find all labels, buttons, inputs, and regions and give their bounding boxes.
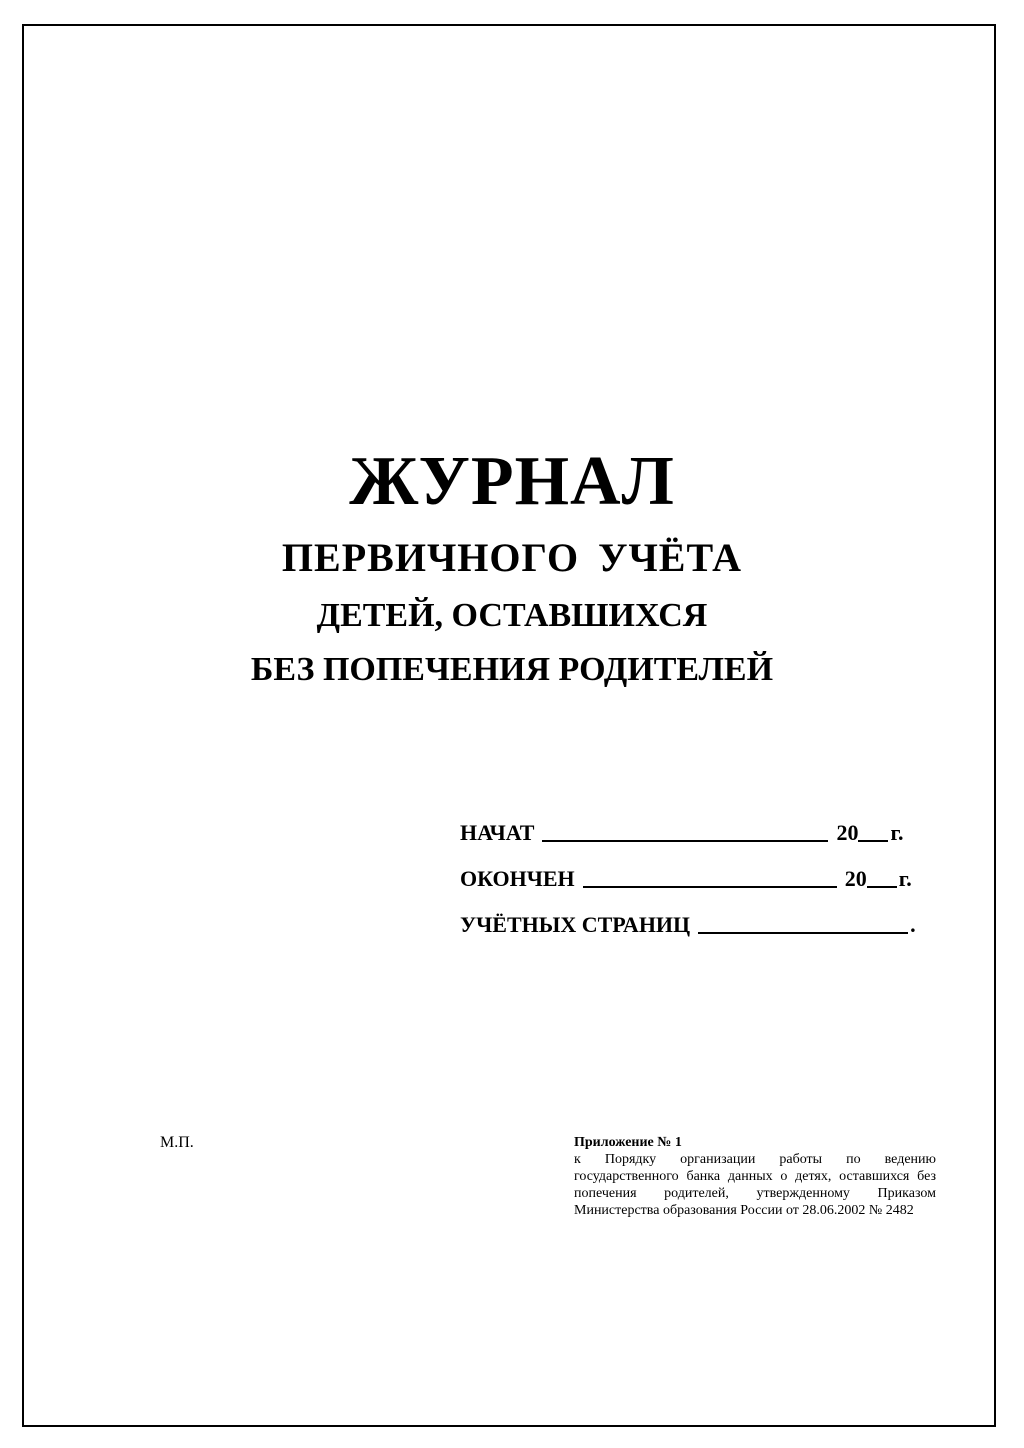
journal-title: ЖУРНАЛ [349, 443, 675, 520]
pages-suffix: . [910, 912, 916, 937]
ended-date-blank[interactable] [583, 864, 837, 888]
ended-year-suffix: г. [898, 866, 912, 891]
pages-count-blank[interactable] [698, 910, 908, 934]
pages-field [460, 892, 940, 938]
journal-fields [460, 800, 940, 938]
ended-year-blank[interactable] [867, 864, 897, 888]
started-label: НАЧАТ [460, 820, 535, 845]
appendix-title: Приложение № 1 [574, 1135, 682, 1150]
appendix-text: к Порядку организации работы по ведению государственного банка данных о детях, оставшихся без попечения родителей, утвержденному Приказом Министерства образования России от 28.06.2002 № 2482 [574, 1152, 936, 1218]
started-year-blank[interactable] [858, 818, 888, 842]
ended-field [460, 846, 940, 892]
stamp-place-label: М.П. [160, 1134, 194, 1151]
journal-subtitle-without-parental-care: БЕЗ ПОПЕЧЕНИЯ РОДИТЕЛЕЙ [250, 651, 774, 688]
journal-subtitle-children: ДЕТЕЙ, ОСТАВШИХСЯ [316, 597, 708, 634]
ended-year-prefix: 20 [844, 866, 867, 891]
ended-label: ОКОНЧЕН [460, 866, 575, 891]
started-year-suffix: г. [890, 820, 904, 845]
started-date-blank[interactable] [542, 818, 828, 842]
appendix-note [574, 1134, 936, 1219]
started-field [460, 800, 940, 846]
pages-label: УЧЁТНЫХ СТРАНИЦ [460, 912, 691, 937]
started-year-prefix: 20 [836, 820, 859, 845]
journal-subtitle-primary-accounting: ПЕРВИЧНОГО УЧЁТА [281, 535, 743, 580]
